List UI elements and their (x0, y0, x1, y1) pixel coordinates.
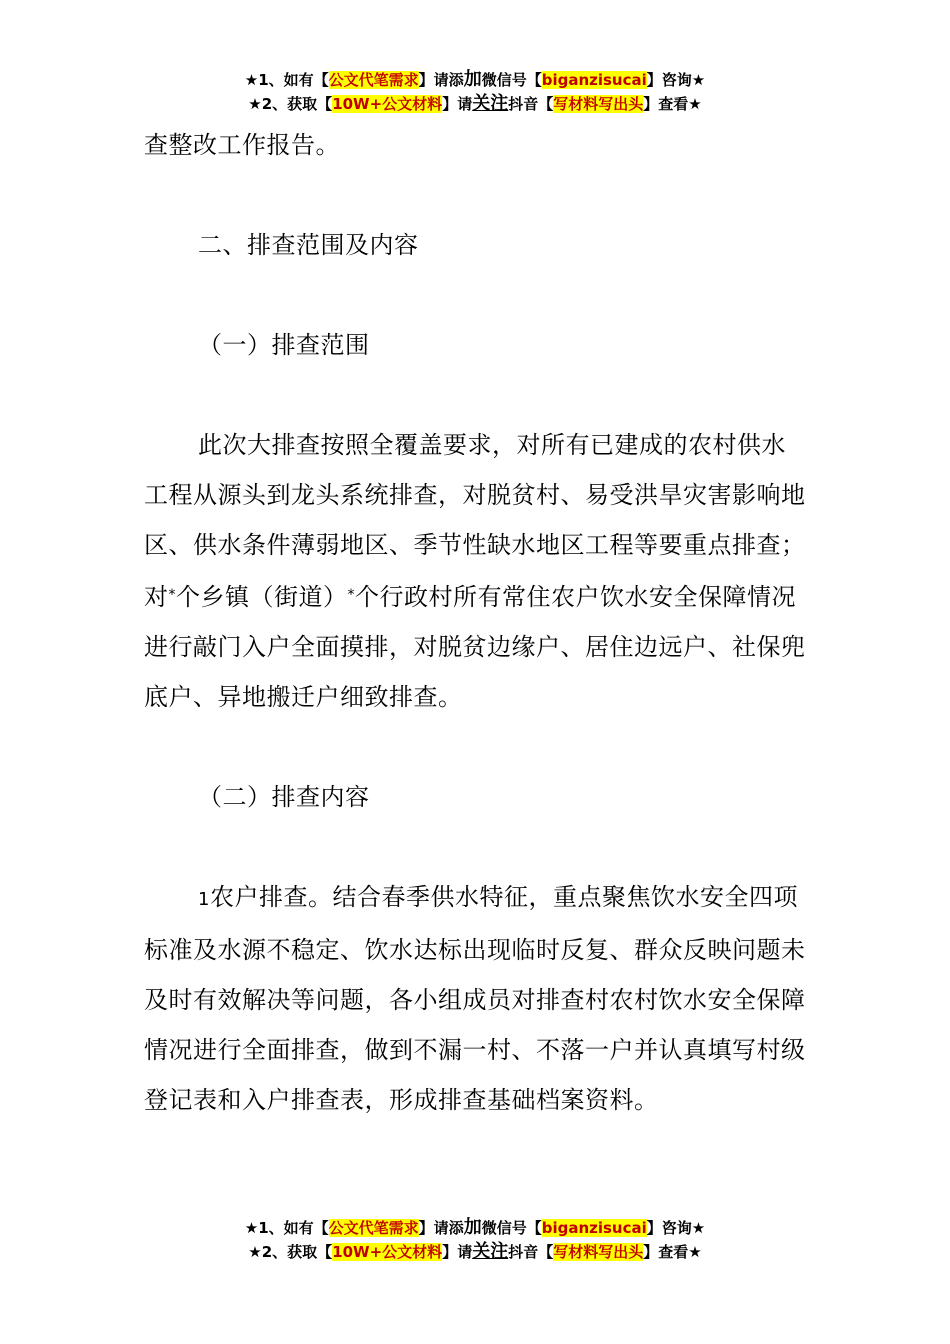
promo-text: 】咨询★ (646, 1219, 706, 1237)
promo-wechat-id: biganzisucai (541, 71, 647, 89)
paragraph-text: 农户排查。结合春季供水特征，重点聚焦饮水安全四项标准及水源不稳定、饮水达标出现临时反复、群众反映问题未及时有效解决等问题，各小组成员对排查村农村饮水安全保障情况进行全面排查，做到不漏一村、不落一户并认真填写村级登记表和入户排查表，形成排查基础档案资料。 (144, 883, 806, 1114)
promo-highlight: 公文代笔需求 (328, 1219, 419, 1237)
paragraph-continuation: 查整改工作报告。 (144, 131, 340, 159)
promo-text: ★2、获取【 (248, 1243, 333, 1261)
section-heading: 二、排查范围及内容 (198, 231, 419, 259)
promo-line-1 (0, 1216, 950, 1240)
promo-emphasis: 加 (463, 1217, 482, 1238)
promo-douyin-name: 写材料写出头 (553, 95, 644, 113)
promo-text: 微信号【 (481, 1219, 542, 1237)
promo-highlight: 10W+公文材料 (332, 1243, 443, 1261)
document-body (144, 120, 809, 1125)
promo-text: 抖音【 (508, 95, 554, 113)
header-promo-banner (0, 68, 950, 116)
promo-highlight: 10W+公文材料 (332, 95, 443, 113)
promo-text: 抖音【 (508, 1243, 554, 1261)
placeholder-asterisk: * (347, 587, 355, 603)
promo-text: 】咨询★ (646, 71, 706, 89)
promo-text: 】查看★ (643, 1243, 702, 1261)
promo-text: ★2、获取【 (248, 95, 333, 113)
promo-text: 】请添 (418, 71, 464, 89)
promo-text: ★1、如有【 (244, 71, 329, 89)
promo-line-2 (0, 92, 950, 116)
promo-line-1 (0, 68, 950, 92)
promo-text: 】请 (442, 1243, 473, 1261)
paragraph-text: 此次大排查按照全覆盖要求，对所有已建成的农村供水工程从源头到龙头系统排查，对脱贫村、易受洪旱灾害影响地区、供水条件薄弱地区、季节性缺水地区工程等要重点排查；对 (144, 431, 806, 611)
paragraph-household-check (144, 872, 809, 1125)
promo-highlight: 公文代笔需求 (328, 71, 419, 89)
promo-text: 】请添 (418, 1219, 464, 1237)
item-number: 1 (198, 889, 210, 910)
promo-text: 微信号【 (481, 71, 542, 89)
promo-wechat-id: biganzisucai (541, 1219, 647, 1237)
placeholder-asterisk: * (168, 587, 176, 603)
promo-emphasis: 关注 (472, 93, 509, 114)
promo-emphasis: 加 (463, 69, 482, 90)
promo-emphasis: 关注 (472, 1241, 509, 1262)
promo-douyin-name: 写材料写出头 (553, 1243, 644, 1261)
subsection-heading-content: （二）排查内容 (198, 783, 370, 811)
promo-text: 】查看★ (643, 95, 702, 113)
paragraph-text: 个乡镇（街道） (176, 583, 348, 611)
paragraph-text: 个行政村所有常住农户饮水安全保障情况进行敲门入户全面摸排，对脱贫边缘户、居住边远户、社保兜底户、异地搬迁户细致排查。 (144, 583, 806, 711)
promo-text: ★1、如有【 (244, 1219, 329, 1237)
footer-promo-banner (0, 1216, 950, 1264)
promo-line-2 (0, 1240, 950, 1264)
promo-text: 】请 (442, 95, 473, 113)
paragraph-scope (144, 420, 809, 722)
subsection-heading-scope: （一）排查范围 (198, 331, 370, 359)
